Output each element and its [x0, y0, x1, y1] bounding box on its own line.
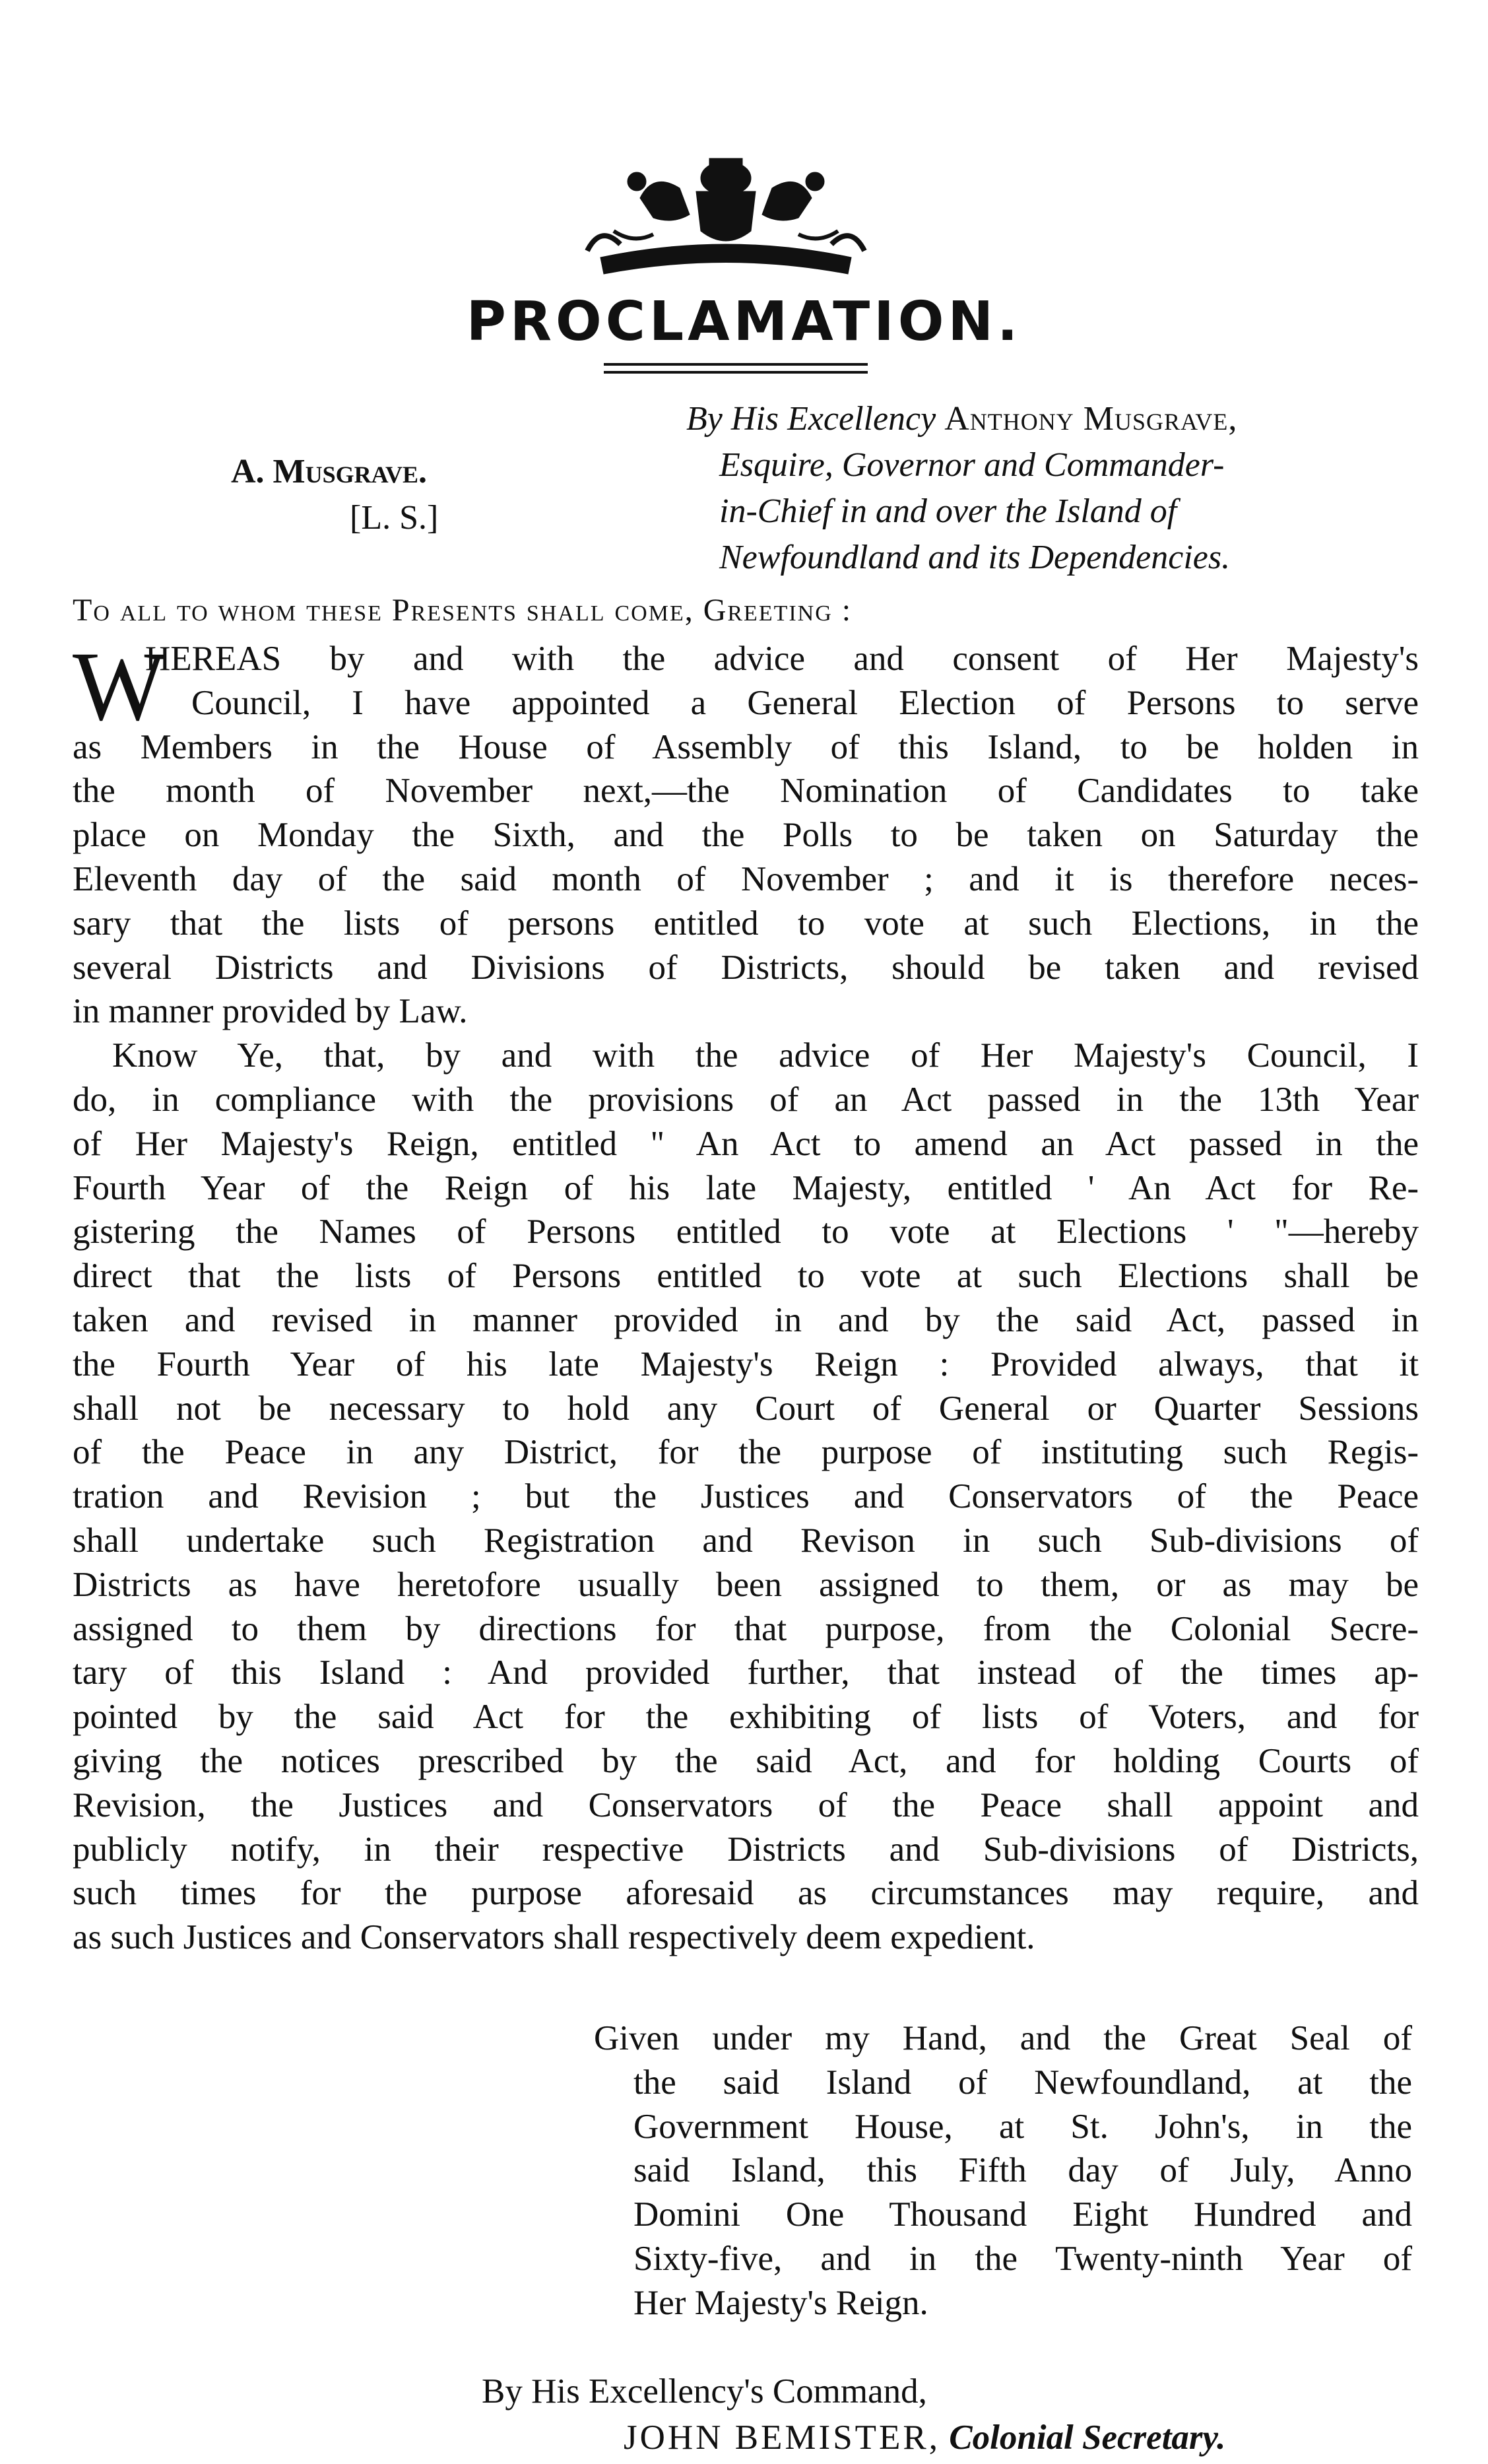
proclamation-body — [73, 632, 1419, 1960]
body-line: of Her Majesty's Reign, entitled " An Act to amend an Act passed in the — [73, 1124, 1419, 1163]
body-line: Revision, the Justices and Conservators of the Peace shall appoint and — [73, 1785, 1419, 1824]
dating-line: the said Island of Newfoundland, at the — [633, 2063, 1412, 2102]
body-line: Districts as have heretofore usually been assigned to them, or as may be — [73, 1565, 1419, 1604]
dating-line: Government House, at St. John's, in the — [633, 2107, 1412, 2146]
title-rule-top — [604, 363, 868, 366]
dating-clause — [594, 2016, 1412, 2325]
body-line: as such Justices and Conservators shall respectively deem expedient. — [73, 1918, 1035, 1957]
body-line: pointed by the said Act for the exhibiting of lists of Voters, and for — [73, 1698, 1419, 1737]
secretary-signature — [624, 2416, 1225, 2459]
body-line: publicly notify, in their respective Districts and Sub-divisions of Districts, — [73, 1830, 1419, 1869]
issuer-name: Anthony Musgrave, — [944, 400, 1238, 438]
body-line: do, in compliance with the provisions of an Act passed in the 13th Year — [73, 1080, 1419, 1119]
body-line: giving the notices prescribed by the said Act, and for holding Courts of — [73, 1741, 1419, 1780]
dating-line: Her Majesty's Reign. — [633, 2283, 928, 2322]
greeting: To all to whom these Presents shall come, Greeting : — [73, 593, 853, 628]
body-line: such times for the purpose aforesaid as circumstances may require, and — [73, 1874, 1419, 1913]
body-line: assigned to them by directions for that purpose, from the Colonial Secre- — [73, 1609, 1419, 1648]
body-line: in manner provided by Law. — [73, 992, 468, 1031]
secretary-name: JOHN BEMISTER, — [624, 2418, 941, 2457]
body-line: taken and revised in manner provided in and by the said Act, passed in — [73, 1300, 1419, 1339]
body-line: the month of November next,—the Nomination of Candidates to take — [73, 772, 1419, 811]
body-line: tary of this Island : And provided further, that instead of the times ap- — [73, 1653, 1419, 1692]
command-line: By His Excellency's Command, — [482, 2372, 927, 2411]
dating-line: said Island, this Fifth day of July, Anno — [633, 2151, 1412, 2190]
title-rule-bottom — [604, 371, 868, 374]
drop-cap: W — [73, 632, 166, 741]
body-line: shall undertake such Registration and Revison in such Sub-divisions of — [73, 1521, 1419, 1560]
secretary-title: Colonial Secretary. — [949, 2418, 1226, 2457]
body-line: direct that the lists of Persons entitled to vote at such Elections shall be — [73, 1257, 1419, 1296]
page-title: PROCLAMATION. — [466, 290, 1022, 353]
issuer-line: Esquire, Governor and Commander- — [719, 446, 1225, 484]
body-line: of the Peace in any District, for the purpose of instituting such Regis- — [73, 1433, 1419, 1472]
dating-line: Given under my Hand, and the Great Seal of — [594, 2019, 1412, 2057]
body-line: HEREAS by and with the advice and consent of Her Majesty's — [145, 640, 1419, 678]
issuer-line: in-Chief in and over the Island of — [719, 492, 1177, 530]
body-line: the Fourth Year of his late Majesty's Reign : Provided always, that it — [73, 1345, 1419, 1383]
issuer-line: Newfoundland and its Dependencies. — [719, 539, 1231, 576]
body-line: several Districts and Divisions of Districts, should be taken and revised — [73, 948, 1419, 987]
body-line: Council, I have appointed a General Election of Persons to serve — [191, 683, 1419, 722]
issuer-block — [686, 396, 1425, 581]
body-line: as Members in the House of Assembly of this Island, to be holden in — [73, 727, 1419, 766]
body-line: Fourth Year of the Reign of his late Majesty, entitled ' An Act for Re- — [73, 1168, 1419, 1207]
body-line: sary that the lists of persons entitled to vote at such Elections, in the — [73, 904, 1419, 943]
body-line: Know Ye, that, by and with the advice of Her Majesty's Council, I — [112, 1036, 1419, 1075]
seal-mark: [L. S.] — [350, 499, 439, 537]
dating-line: Domini One Thousand Eight Hundred and — [633, 2195, 1412, 2234]
body-line: tration and Revision ; but the Justices and Conservators of the Peace — [73, 1477, 1419, 1516]
royal-arms-emblem — [574, 152, 878, 284]
body-line: place on Monday the Sixth, and the Polls to be taken on Saturday the — [73, 816, 1419, 855]
issuer-intro: By His Excellency — [686, 400, 936, 438]
dating-line: Sixty-five, and in the Twenty-ninth Year of — [633, 2239, 1412, 2278]
body-line: gistering the Names of Persons entitled to vote at Elections ' "—hereby — [73, 1213, 1419, 1251]
governor-signature: A. Musgrave. — [231, 453, 428, 490]
body-line: shall not be necessary to hold any Court of General or Quarter Sessions — [73, 1389, 1419, 1428]
body-line: Eleventh day of the said month of November ; and it is therefore neces- — [73, 859, 1419, 898]
